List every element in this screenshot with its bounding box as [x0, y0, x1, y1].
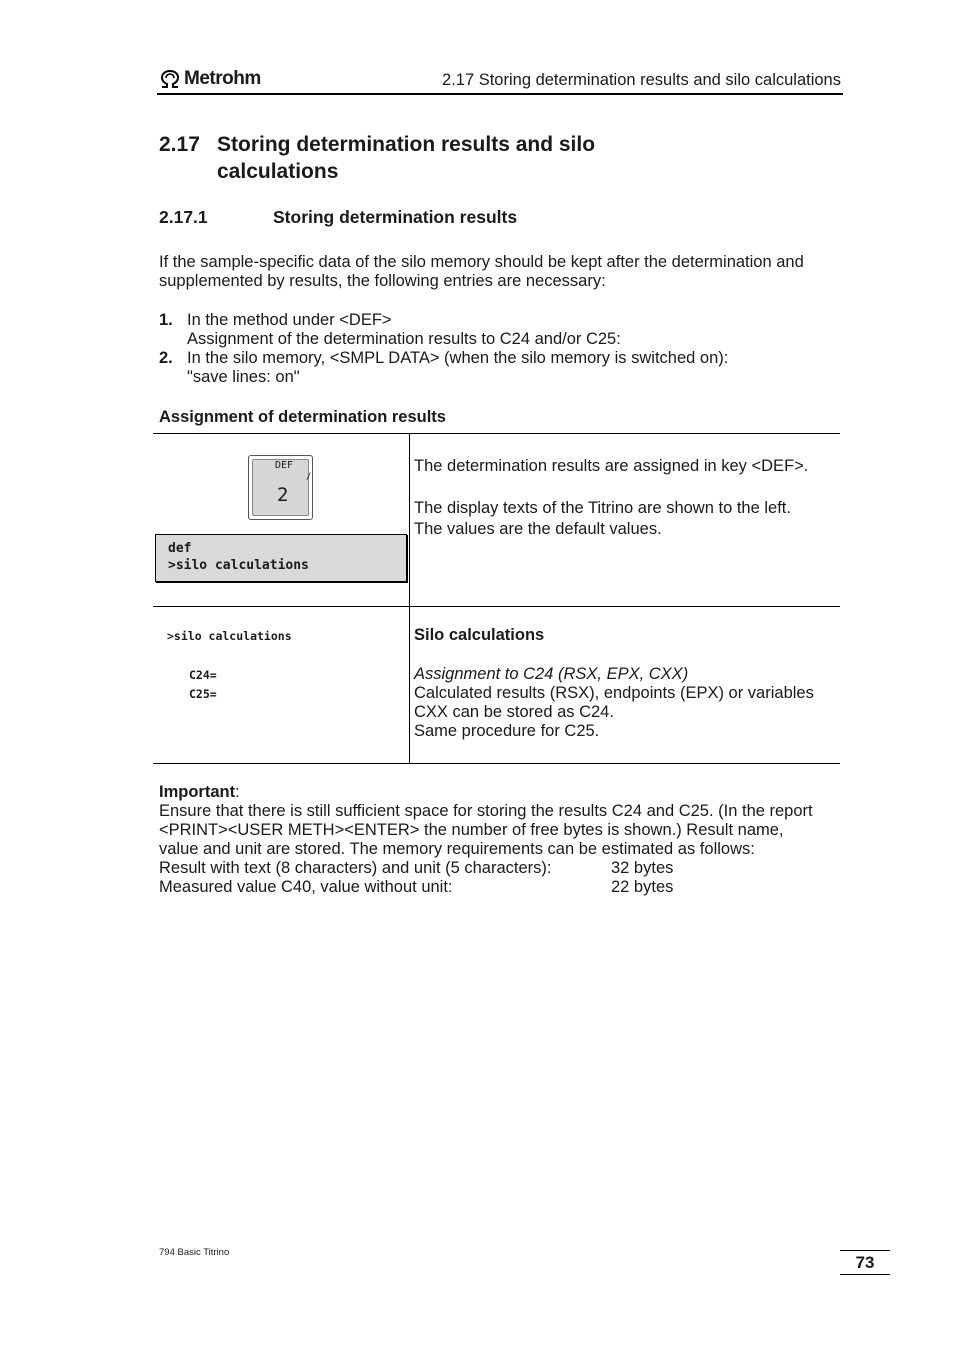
section-title: Storing determination results and silo [217, 133, 596, 156]
key-mark: / [306, 472, 312, 482]
screen-text: C24= [189, 668, 217, 682]
footer-product: 794 Basic Titrino [159, 1247, 230, 1258]
section-number: 2.17 [159, 133, 200, 156]
step-text-continued: Assignment of the determination results to C24 and/or C25: [187, 330, 621, 348]
key-digit: 2 [277, 484, 289, 506]
screen-text: >silo calculations [167, 629, 292, 643]
row2-text: Calculated results (RSX), endpoints (EPX) or variables [414, 684, 814, 702]
row1-text: The values are the default values. [414, 520, 662, 538]
important-text: <PRINT><USER METH><ENTER> the number of free bytes is shown.) Result name, [159, 821, 784, 839]
intro-paragraph: If the sample-specific data of the silo memory should be kept after the determination and [159, 253, 804, 271]
row2-text: CXX can be stored as C24. [414, 703, 614, 721]
key-face [252, 459, 312, 516]
memory-row-value: 32 bytes [611, 859, 674, 877]
row2-text: Same procedure for C25. [414, 722, 600, 740]
step-text: In the method under <DEF> [187, 311, 392, 329]
display-line: def [168, 541, 192, 556]
subsection-title: Storing determination results [273, 207, 518, 227]
def-key-image [248, 455, 313, 520]
memory-row-label: Result with text (8 characters) and unit (5 characters): [159, 859, 552, 877]
table-rule-bottom [153, 763, 840, 764]
row1-text: The display texts of the Titrino are shown to the left. [414, 499, 791, 517]
important-text: value and unit are stored. The memory requirements can be estimated as follows: [159, 840, 755, 858]
display-line: >silo calculations [168, 558, 309, 573]
table-column-divider [409, 433, 410, 764]
table-rule-middle [153, 606, 840, 607]
step-number: 2. [159, 349, 173, 367]
important-label: Important: [159, 783, 240, 801]
subsection-number: 2.17.1 [159, 207, 208, 227]
brand-name: Metrohm [184, 68, 261, 89]
row1-text: The determination results are assigned in key <DEF>. [414, 457, 809, 475]
section-title-continued: calculations [217, 160, 339, 183]
page-number: 73 [840, 1250, 890, 1275]
omega-logo-icon [159, 69, 181, 89]
important-text: Ensure that there is still sufficient space for storing the results C24 and C25. (In the report [159, 802, 813, 820]
running-header: 2.17 Storing determination results and silo calculations [442, 71, 841, 89]
memory-row-label: Measured value C40, value without unit: [159, 878, 453, 896]
step-number: 1. [159, 311, 173, 329]
table-heading: Assignment of determination results [159, 408, 446, 426]
intro-paragraph-continued: supplemented by results, the following entries are necessary: [159, 272, 606, 290]
brand-logo [159, 66, 261, 92]
step-text-continued: "save lines: on" [187, 368, 300, 386]
step-text: In the silo memory, <SMPL DATA> (when the silo memory is switched on): [187, 349, 729, 367]
header-rule [157, 93, 843, 95]
table-rule-top [153, 433, 840, 434]
row2-subheading: Assignment to C24 (RSX, EPX, CXX) [414, 665, 689, 683]
key-label: DEF [275, 460, 294, 471]
row2-heading: Silo calculations [414, 626, 545, 644]
memory-row-value: 22 bytes [611, 878, 674, 896]
screen-text: C25= [189, 687, 217, 701]
